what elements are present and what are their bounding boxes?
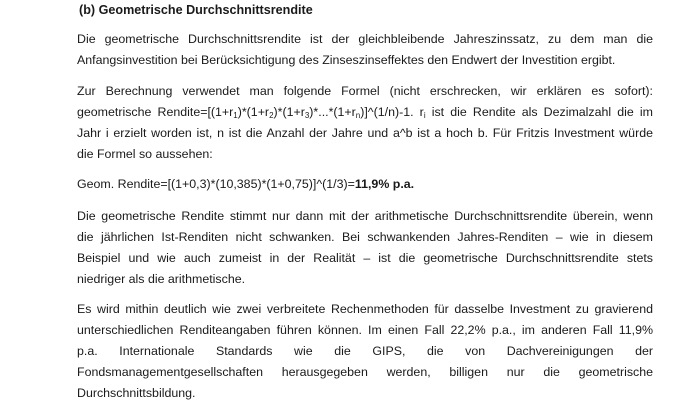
subscript: i — [423, 111, 426, 120]
subscript: n — [355, 111, 361, 120]
paragraph-conclusion — [77, 299, 653, 404]
text-line: niedriger als die arithmetische. — [77, 272, 246, 286]
formula-example — [77, 174, 653, 195]
text-line: Die geometrische Durchschnittsrendite ist der gleichbleibende Jahreszinssatz, zu dem man die — [77, 32, 653, 46]
paragraph-formula-explanation — [77, 81, 653, 165]
formula-part: ist die Rendite als Dezimalzahl die im — [425, 105, 654, 119]
formula-part: )*...*(1+r — [309, 105, 356, 119]
text-line: Jahr i erzielt worden ist, n ist die Anzahl der Jahre und a^b ist a hoch b. Für Fritzis Investment würde — [77, 126, 653, 140]
subscript: 3 — [304, 111, 310, 120]
formula-part: )*(1+r — [273, 105, 305, 119]
formula-result: 11,9% p.a. — [354, 177, 415, 191]
text-line: unterschiedlichen Renditeangaben führen können. Im einen Fall 22,2% p.a., im anderen Fall 11,9% — [77, 323, 653, 337]
formula-line — [77, 174, 653, 195]
text-line: Beispiel und wie auch zumeist in der Realität – ist die geometrische Durchschnittsrendite stets — [77, 251, 653, 265]
formula-part: geometrische Rendite=[(1+r — [77, 105, 234, 119]
text-line: p.a. Internationale Standards wie die GIPS, die von Dachvereinigungen der — [77, 344, 653, 358]
text-line: Es wird mithin deutlich wie zwei verbreitete Rechenmethoden für dasselbe Investment zu gravierend — [77, 302, 653, 316]
paragraph-definition — [77, 29, 653, 71]
section-heading: (b) Geometrische Durchschnittsrendite — [79, 3, 313, 17]
text-line: die Formel so aussehen: — [77, 147, 213, 161]
formula-part: )]^(1/n)-1. r — [360, 105, 424, 119]
text-line: die jährlichen Ist-Renditen nicht schwanken. Bei schwankenden Jahres-Renditen – wie in diesem — [77, 230, 653, 244]
formula-expression: Geom. Rendite=[(1+0,3)*(10,385)*(1+0,75)]^(1/3)= — [77, 177, 355, 191]
paragraph-comparison — [77, 206, 653, 290]
text-line: Anfangsinvestition bei Berücksichtigung des Zinseszinseffektes den Endwert der Investition ergibt. — [77, 53, 616, 67]
text-line: Die geometrische Rendite stimmt nur dann mit der arithmetische Durchschnittsrendite überein, wenn — [77, 209, 653, 223]
text-line: Zur Berechnung verwendet man folgende Formel (nicht erschrecken, wir erklären es sofort): — [77, 84, 653, 98]
text-line: Fondsmanagementgesellschaften herausgegeben werden, billigen nur die geometrische — [77, 365, 653, 379]
formula-part: )*(1+r — [237, 105, 270, 119]
subscript: 1 — [233, 111, 238, 120]
text-line: Durchschnittsbildung. — [77, 386, 196, 400]
formula-text-line — [77, 102, 653, 123]
subscript: 2 — [269, 111, 274, 120]
